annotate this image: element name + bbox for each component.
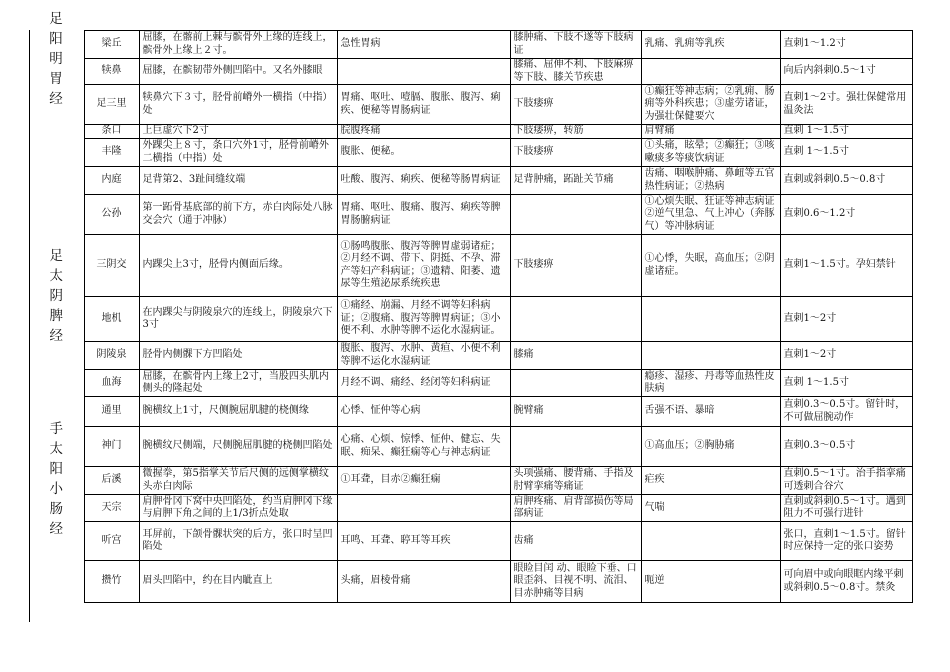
cell-location: 屈膝，在髌骨内上缘上2寸，当股四头肌内侧头的隆起处: [139, 370, 337, 397]
cell-location: 足背第2、3趾间缝纹端: [139, 167, 337, 195]
cell-special: 齿痛、咽喉肿痛、鼻衄等五官热性病证；②热病: [641, 167, 780, 195]
cell-method: 直刺1～1.2寸: [780, 31, 912, 59]
cell-method: 张口，直刺1～1.5寸。留针时应保持一定的张口姿势: [780, 522, 912, 561]
cell-local: 膝痛: [510, 342, 641, 370]
acupoint-table: [29, 30, 913, 603]
cell-special: [641, 522, 780, 561]
cell-main: ①肠鸣腹胀、腹泻等脾胃虚弱诸症；②月经不调、带下、阴挺、不孕、滞产等妇产科病证；③遗精、阳萎、遗尿等生殖泌尿系统疾患: [337, 235, 510, 297]
table-row: [29, 297, 912, 342]
table-row: [29, 561, 912, 603]
cell-local: 下肢痿痹: [510, 85, 641, 125]
cell-point: 神门: [84, 427, 139, 467]
table-body: [29, 31, 912, 603]
cell-point: 足三里: [84, 85, 139, 125]
meridian-cell: [29, 31, 84, 195]
cell-local: 腕臂痛: [510, 397, 641, 427]
cell-method: 直刺0.3～0.5寸: [780, 427, 912, 467]
cell-point: 攒竹: [84, 561, 139, 603]
cell-special: 气喘: [641, 495, 780, 522]
cell-location: 外踝尖上８寸，条口穴外1寸，胫骨前嵴外二横指（中指）处: [139, 139, 337, 167]
cell-location: 微握拳，第5指掌关节后尺侧的远侧掌横纹头赤白肉际: [139, 467, 337, 495]
cell-point: 天宗: [84, 495, 139, 522]
table-row: [29, 125, 912, 139]
cell-local: 足背肿痛，跖趾关节痛: [510, 167, 641, 195]
cell-local: 膝肿痛、下肢不遂等下肢病证: [510, 31, 641, 59]
cell-special: [641, 342, 780, 370]
cell-special: 疟疾: [641, 467, 780, 495]
cell-local: 眼睑目闰 动、眼睑下垂、口眼歪斜、目视不明、流泪、目赤肿痛等目病: [510, 561, 641, 603]
cell-local: 齿痛: [510, 522, 641, 561]
cell-local: 下肢痿痹: [510, 235, 641, 297]
cell-local: [510, 195, 641, 235]
table-row: [29, 522, 912, 561]
cell-special: ①心烦失眠、狂证等神志病证②逆气里急、气上冲心（奔豚气）等冲脉病证: [641, 195, 780, 235]
cell-location: 肩胛骨冈下窝中央凹陷处，约当肩胛冈下缘与肩胛下角之间的上1/3折点处取: [139, 495, 337, 522]
cell-method: 直刺0.6～1.2寸: [780, 195, 912, 235]
cell-point: 阴陵泉: [84, 342, 139, 370]
cell-special: ①高血压；②胸胁痛: [641, 427, 780, 467]
cell-main: 耳鸣、耳聋、聤耳等耳疾: [337, 522, 510, 561]
cell-special: 乳痛、乳痈等乳疾: [641, 31, 780, 59]
cell-local: 头项强痛、腰背痛、手指及肘臂挛痛等痛证: [510, 467, 641, 495]
cell-location: 在内踝尖与阴陵泉穴的连线上，阴陵泉穴下3寸: [139, 297, 337, 342]
cell-location: 胫骨内侧髁下方凹陷处: [139, 342, 337, 370]
cell-method: 直刺或斜刺0.5～0.8寸: [780, 167, 912, 195]
cell-method: 直刺 1～1.5寸: [780, 370, 912, 397]
cell-local: 下肢痿痹: [510, 139, 641, 167]
cell-main: [337, 495, 510, 522]
cell-point: 地机: [84, 297, 139, 342]
cell-main: 腹胀、便秘。: [337, 139, 510, 167]
cell-local: 下肢痿痹，转筋: [510, 125, 641, 139]
cell-method: 可向眉中或向眼眶内缘平刺或斜刺0.5～0.8寸。禁灸: [780, 561, 912, 603]
cell-point: 血海: [84, 370, 139, 397]
table-row: [29, 342, 912, 370]
cell-method: 直刺1～1.5寸。孕妇禁针: [780, 235, 912, 297]
cell-special: ①头痛，眩晕；②癫狂；③咳嗽痰多等痰饮病证: [641, 139, 780, 167]
cell-local: [510, 297, 641, 342]
cell-point: 条口: [84, 125, 139, 139]
cell-special: ①癫狂等神志病；②乳痈、肠痈等外科疾患；③虚劳诸证，为强壮保健要穴: [641, 85, 780, 125]
cell-main: ①痛经、崩漏、月经不调等妇科病证；②腹痛、腹泻等脾胃病证；③小便不利、水肿等脾不运化水湿病证。: [337, 297, 510, 342]
cell-method: 直刺 1～1.5寸: [780, 139, 912, 167]
cell-location: 眉头凹陷中，约在目内眦直上: [139, 561, 337, 603]
table-row: [29, 427, 912, 467]
cell-special: [641, 297, 780, 342]
cell-method: 直刺1～2寸: [780, 342, 912, 370]
cell-main: 吐酸、腹泻、痢疾、便秘等肠胃病证: [337, 167, 510, 195]
table-row: [29, 31, 912, 59]
cell-point: 内庭: [84, 167, 139, 195]
table-row: [29, 370, 912, 397]
cell-method: 直刺 1～1.5寸: [780, 125, 912, 139]
cell-special: 舌强不语、暴暗: [641, 397, 780, 427]
table-row: [29, 139, 912, 167]
cell-location: 第一跖骨基底部的前下方，赤白肉际处八脉交会穴（通于冲脉）: [139, 195, 337, 235]
cell-location: 内踝尖上3寸，胫骨内侧面后缘。: [139, 235, 337, 297]
cell-method: 直刺1～2寸: [780, 297, 912, 342]
cell-location: 腕横纹尺侧端，尺侧腕屈肌腱的桡侧凹陷处: [139, 427, 337, 467]
cell-main: 腹胀、腹泻、水肿、黄疸、小便不利等脾不运化水湿病证: [337, 342, 510, 370]
cell-local: [510, 370, 641, 397]
cell-local: [510, 427, 641, 467]
cell-point: 后溪: [84, 467, 139, 495]
cell-method: 直刺0.3～0.5寸。留针时，不可做屈腕动作: [780, 397, 912, 427]
cell-main: 胃痛、呕吐、噎膈、腹胀、腹泻、痢疾、便秘等胃肠病证: [337, 85, 510, 125]
cell-location: 上巨虚穴下2寸: [139, 125, 337, 139]
cell-special: [641, 59, 780, 85]
cell-main: 心悸、怔仲等心病: [337, 397, 510, 427]
cell-main: 心痛、心烦、惊悸、怔仲、健忘、失眠、痴呆、癫狂痫等心与神志病证: [337, 427, 510, 467]
cell-location: 腕横纹上1寸，尺侧腕屈肌腱的桡侧缘: [139, 397, 337, 427]
cell-main: 脘腹疼痛: [337, 125, 510, 139]
cell-point: 听宫: [84, 522, 139, 561]
cell-location: 犊鼻穴下３寸，胫骨前嵴外一横指（中指）处: [139, 85, 337, 125]
cell-main: ①耳聋，目赤②癫狂痫: [337, 467, 510, 495]
table-row: [29, 85, 912, 125]
cell-main: 胃痛、呕吐、腹痛、腹泻、痢疾等脾胃肠腑病证: [337, 195, 510, 235]
cell-method: 向后内斜刺0.5～1寸: [780, 59, 912, 85]
cell-local: 膝痛、屈伸不利、下肢麻痹等下肢、膝关节疾患: [510, 59, 641, 85]
cell-main: 头痛，眉棱骨痛: [337, 561, 510, 603]
cell-point: 三阴交: [84, 235, 139, 297]
table-row: [29, 235, 912, 297]
cell-method: 直刺0.5～1寸。治手指挛痛可透刺合谷穴: [780, 467, 912, 495]
table-row: [29, 167, 912, 195]
cell-location: 耳屏前，下颌骨髁状突的后方，张口时呈凹陷处: [139, 522, 337, 561]
cell-point: 梁丘: [84, 31, 139, 59]
table-row: [29, 195, 912, 235]
table-row: [29, 397, 912, 427]
cell-main: [337, 59, 510, 85]
cell-point: 通里: [84, 397, 139, 427]
cell-special: 瘾疹、湿疹、丹毒等血热性皮肤病: [641, 370, 780, 397]
meridian-label-small-intestine: 手太阳小肠经: [29, 397, 84, 561]
meridian-cell: [29, 561, 84, 603]
meridian-label-spleen: 足太阴脾经: [29, 195, 84, 397]
table-row: [29, 59, 912, 85]
cell-point: 犊鼻: [84, 59, 139, 85]
table-row: [29, 467, 912, 495]
cell-location: 屈膝，在髌韧带外侧凹陷中。又名外膝眼: [139, 59, 337, 85]
table-row: [29, 495, 912, 522]
cell-special: 肩臂痛: [641, 125, 780, 139]
cell-main: 急性胃病: [337, 31, 510, 59]
cell-method: 直刺1～2寸。强壮保健常用温灸法: [780, 85, 912, 125]
cell-point: 公孙: [84, 195, 139, 235]
cell-special: 呃逆: [641, 561, 780, 603]
meridian-title-stomach: 足阳明胃经: [49, 11, 63, 107]
cell-local: 肩胛疼痛、肩背部损伤等局部病证: [510, 495, 641, 522]
cell-main: 月经不调、痛经、经闭等妇科病证: [337, 370, 510, 397]
cell-location: 屈膝，在髂前上棘与髌骨外上缘的连线上，髌骨外上缘上２寸。: [139, 31, 337, 59]
cell-special: ①心悸，失眠，高血压；②阴虚诸症。: [641, 235, 780, 297]
cell-method: 直刺或斜刺0.5～1寸。遇到阻力不可强行进针: [780, 495, 912, 522]
cell-point: 丰隆: [84, 139, 139, 167]
